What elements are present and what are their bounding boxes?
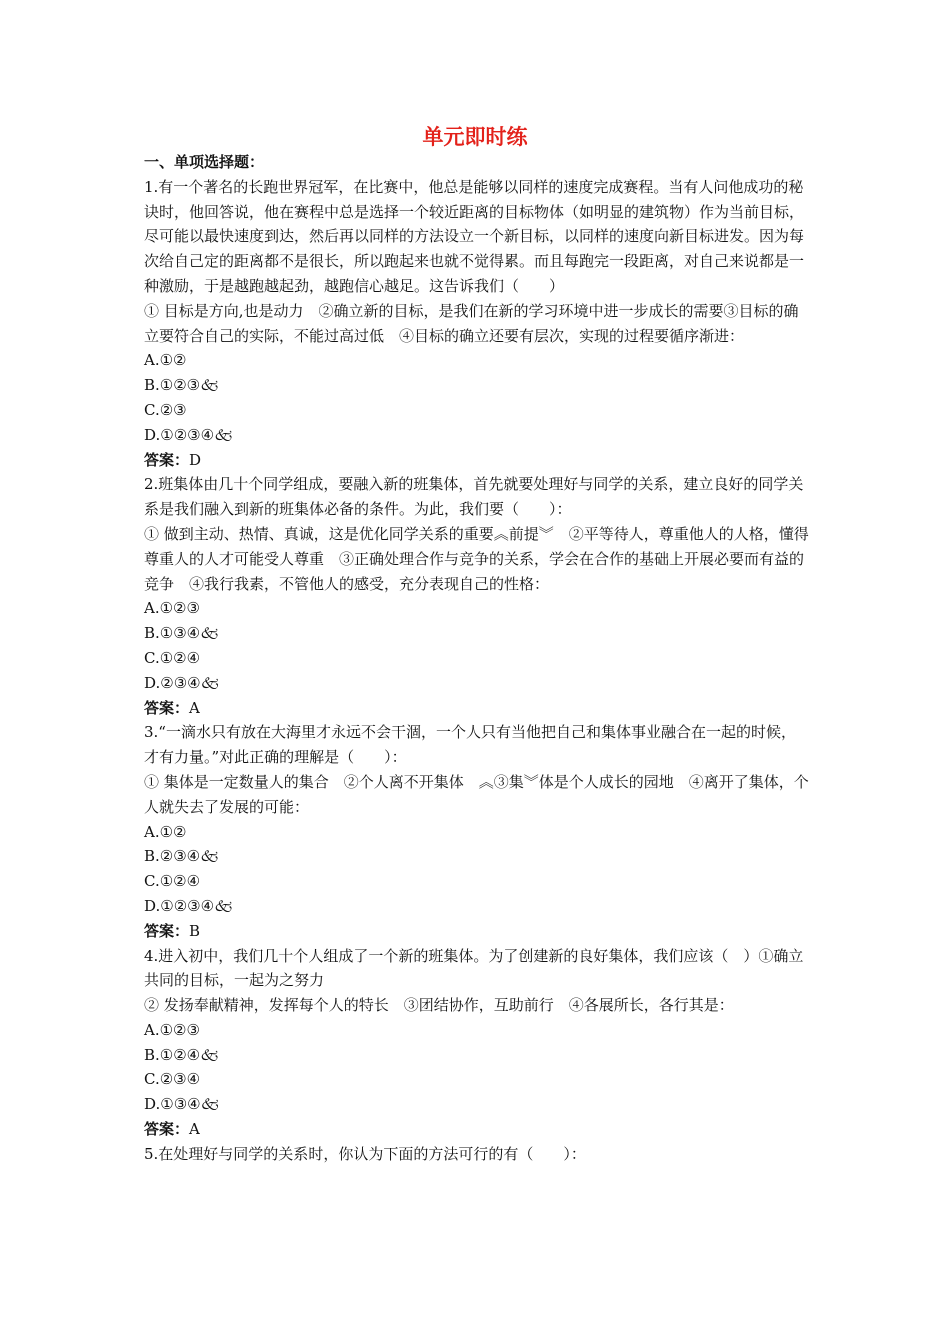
question-statements: ① 做到主动、热情、真诚，这是优化同学关系的重要︽前提︾ ②平等待人，尊重他人的人格，懂得尊重人的人才可能受人尊重 ③正确处理合作与竞争的关系，学会在合作的基础上开展必要而有益的竞争 ④我行我素，不管他人的感受，充分表现自己的性格： — [144, 524, 809, 593]
answer-value: B — [189, 921, 201, 940]
option-d: D.①②③④🙵 — [144, 896, 234, 915]
answer-value: A — [189, 698, 200, 717]
option-c: C.②③④ — [144, 1070, 201, 1089]
option-d: D.②③④🙵 — [144, 673, 220, 692]
answer-line: 答案：D — [144, 450, 202, 469]
option-mark-icon: 🙵 — [214, 896, 234, 915]
page-title: 单元即时练 — [422, 125, 528, 149]
option-mark-icon: 🙵 — [200, 673, 220, 692]
option-b: B.①②④🙵 — [144, 1045, 220, 1064]
question-3 — [144, 720, 809, 943]
option-b: B.①②③🙵 — [144, 376, 220, 395]
document-body — [144, 150, 809, 1167]
question-stem: 1.有一个著名的长跑世界冠军，在比赛中，他总是能够以同样的速度完成赛程。当有人问他成功的秘诀时，他回答说，他在赛程中总是选择一个较近距离的目标物体（如明显的建筑物）作为当前目标，尽可能以最快速度到达，然后再以同样的方法设立一个新目标，以同样的速度向新目标进发。因为每次给自己定的距离都不是很长，所以跑起来也就不觉得累。而且每跑完一段距离，对自己来说都是一种激励，于是越跑越起劲，越跑信心越足。这告诉我们（ ） — [144, 177, 805, 295]
option-mark-icon: 🙵 — [200, 1045, 220, 1064]
answer-value: D — [189, 450, 202, 469]
answer-line: 答案：B — [144, 921, 201, 940]
question-stem: 3.“一滴水只有放在大海里才永远不会干涸，一个人只有当他把自己和集体事业融合在一起的时候，才有力量。”对此正确的理解是（ ）： — [144, 723, 796, 767]
question-stem: 5.在处理好与同学的关系时，你认为下面的方法可行的有（ ）： — [144, 1144, 586, 1163]
question-stem: 2.班集体由几十个同学组成，要融入新的班集体，首先就要处理好与同学的关系，建立良好的同学关系是我们融入到新的班集体必备的条件。为此，我们要（ ）： — [144, 475, 804, 519]
answer-line: 答案：A — [144, 1120, 200, 1139]
option-mark-icon: 🙵 — [200, 847, 220, 866]
option-mark-icon: 🙵 — [214, 425, 234, 444]
question-5 — [144, 1142, 809, 1167]
answer-value: A — [189, 1120, 200, 1139]
question-4 — [144, 944, 809, 1142]
option-b: B.①③④🙵 — [144, 624, 220, 643]
answer-line: 答案：A — [144, 698, 200, 717]
question-2 — [144, 472, 809, 720]
option-d: D.①③④🙵 — [144, 1095, 220, 1114]
option-a: A.①② — [144, 822, 187, 841]
option-a: A.①② — [144, 351, 187, 370]
option-mark-icon: 🙵 — [200, 624, 220, 643]
question-statements: ② 发扬奉献精神，发挥每个人的特长 ③团结协作，互助前行 ④各展所长，各行其是： — [144, 996, 734, 1015]
option-mark-icon: 🙵 — [200, 376, 220, 395]
question-statements: ① 集体是一定数量人的集合 ②个人离不开集体 ︽③集︾体是个人成长的园地 ④离开了集体，个人就失去了发展的可能： — [144, 772, 809, 816]
option-a: A.①②③ — [144, 1020, 200, 1039]
option-c: C.②③ — [144, 400, 187, 419]
question-statements: ① 目标是方向,也是动力 ②确立新的目标，是我们在新的学习环境中进一步成长的需要③目标的确立要符合自己的实际，不能过高过低 ④目标的确立还要有层次，实现的过程要循序渐进： — [144, 301, 799, 345]
option-c: C.①②④ — [144, 648, 201, 667]
question-stem: 4.进入初中，我们几十个人组成了一个新的班集体。为了创建新的良好集体，我们应该（ ）①确立共同的目标，一起为之努力 — [144, 946, 804, 990]
question-1 — [144, 175, 809, 473]
option-c: C.①②④ — [144, 872, 201, 891]
option-a: A.①②③ — [144, 599, 200, 618]
option-b: B.②③④🙵 — [144, 847, 220, 866]
option-d: D.①②③④🙵 — [144, 425, 234, 444]
option-mark-icon: 🙵 — [200, 1095, 220, 1114]
section-heading: 一、单项选择题： — [144, 153, 265, 171]
